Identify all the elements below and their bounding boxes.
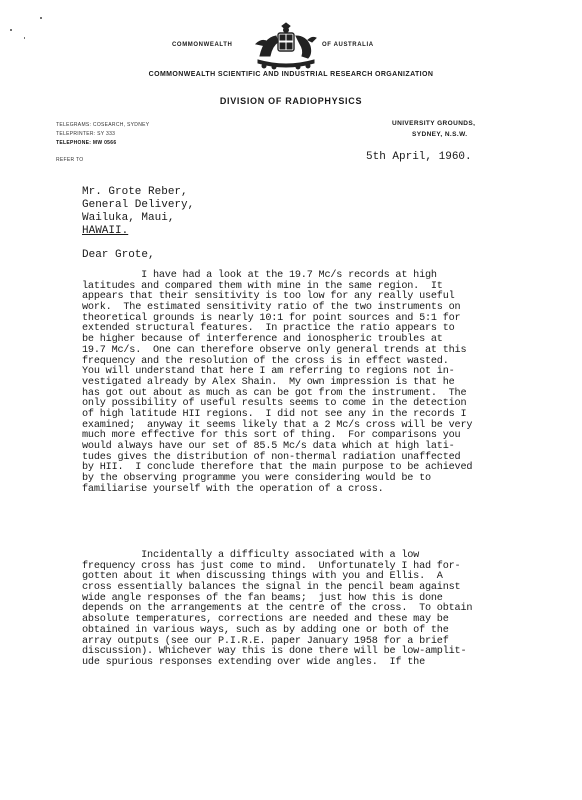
letterhead-commonwealth: COMMONWEALTH bbox=[172, 42, 233, 48]
salutation: Dear Grote, bbox=[82, 249, 155, 261]
body-text-line: would always have our set of 85.5 Mc/s data which at high lati- bbox=[82, 441, 455, 452]
body-text-line: array outputs (see our P.I.R.E. paper January 1958 for a brief bbox=[82, 635, 449, 647]
scan-speck bbox=[10, 29, 12, 31]
body-text-line: Incidentally a difficulty associated with a low bbox=[82, 550, 420, 561]
body-text-line: by HII. I conclude therefore that the main purpose to be achieved bbox=[82, 462, 473, 474]
recipient-line: Wailuka, Maui, bbox=[82, 212, 175, 224]
body-text-line: gotten about it when discussing things with you and Ellis. A bbox=[82, 571, 443, 583]
letter-date: 5th April, 1960. bbox=[366, 151, 472, 163]
recipient-state: HAWAII. bbox=[82, 225, 129, 237]
body-text-line: theoretical grounds is nearly 10:1 for point sources and 5:1 for bbox=[82, 312, 461, 324]
letterhead-of-australia: OF AUSTRALIA bbox=[322, 42, 374, 48]
body-text-line: 19.7 Mc/s. One can therefore observe only general trends at this bbox=[82, 344, 467, 356]
body-text-line: much more effective for this sort of thing. For comparisons you bbox=[82, 430, 461, 442]
scan-speck bbox=[40, 17, 42, 19]
body-text-line: appears that their sensitivity is too low for any really useful bbox=[82, 291, 455, 303]
body-text-line: of high latitude HII regions. I did not see any in the records I bbox=[82, 408, 467, 420]
letterhead-telegrams: TELEGRAMS: COSEARCH, SYDNEY bbox=[56, 122, 150, 128]
body-text-line: be higher because of interference and ionospheric troubles at bbox=[82, 334, 443, 346]
body-text-line: vestigated already by Alex Shain. My own impression is that he bbox=[82, 376, 455, 388]
body-text-line: depends on the arrangements at the centre of the cross. To obtain bbox=[82, 603, 473, 615]
letterhead-refer-to: REFER TO bbox=[56, 157, 84, 163]
body-text-line: You will understand that here I am referring to regions not in- bbox=[82, 366, 455, 378]
body-text-line: extended structural features. In practice the ratio appears to bbox=[82, 323, 455, 335]
body-text-line: cross essentially balances the signal in the pencil beam against bbox=[82, 582, 461, 594]
coat-of-arms-icon bbox=[252, 22, 320, 70]
body-paragraph-2 bbox=[82, 551, 472, 669]
recipient-line: General Delivery, bbox=[82, 199, 195, 211]
body-text-line: frequency and the resolution of the cross is in effect wasted. bbox=[82, 355, 449, 367]
letterhead-teleprinter: TELEPRINTER: SY 333 bbox=[56, 131, 116, 137]
body-text-line: by the observing programme you were considering would be to bbox=[82, 473, 431, 485]
letterhead-organization: COMMONWEALTH SCIENTIFIC AND INDUSTRIAL RESEARCH ORGANIZATION bbox=[148, 71, 434, 78]
recipient-name: Mr. Grote Reber, bbox=[82, 186, 188, 198]
body-text-line: obtained in various ways, such as by adding one or both of the bbox=[82, 624, 449, 636]
body-text-line: only possibility of useful results seems to come in the detection bbox=[82, 398, 467, 410]
body-text-line: wide angle responses of the fan beams; just how this is done bbox=[82, 592, 443, 604]
body-text-line: has got out about as much as can be got from the instrument. The bbox=[82, 387, 467, 399]
body-text-line: work. The estimated sensitivity ratio of the two instruments on bbox=[82, 302, 461, 314]
letterhead-address-line2: SYDNEY, N.S.W. bbox=[412, 131, 468, 138]
scan-speck bbox=[24, 37, 25, 39]
body-text-line: absolute temperatures, corrections are needed and these may be bbox=[82, 614, 449, 626]
body-text-line: examined; anyway it seems likely that a 2 Mc/s cross will be very bbox=[82, 419, 473, 431]
body-text-line: latitudes and compared them with mine in the same region. It bbox=[82, 280, 443, 292]
body-paragraph-1 bbox=[82, 271, 472, 495]
letterhead-telephone: TELEPHONE: MW 0566 bbox=[56, 140, 117, 146]
body-text-line: ude spurious responses extending over wide angles. If the bbox=[82, 656, 425, 668]
body-text-line: discussion). Whichever way this is done there will be low-amplit- bbox=[82, 646, 467, 658]
body-text-line: familiarise yourself with the operation of a cross. bbox=[82, 483, 384, 495]
body-text-line: I have had a look at the 19.7 Mc/s records at high bbox=[82, 270, 437, 281]
recipient-address bbox=[82, 186, 194, 238]
letterhead-division: DIVISION OF RADIOPHYSICS bbox=[219, 96, 363, 106]
body-text-line: frequency cross has just come to mind. Unfortunately I had for- bbox=[82, 560, 461, 572]
body-text-line: tudes gives the distribution of non-thermal radiation unaffected bbox=[82, 451, 461, 463]
letterhead-address-line1: UNIVERSITY GROUNDS, bbox=[392, 120, 476, 127]
